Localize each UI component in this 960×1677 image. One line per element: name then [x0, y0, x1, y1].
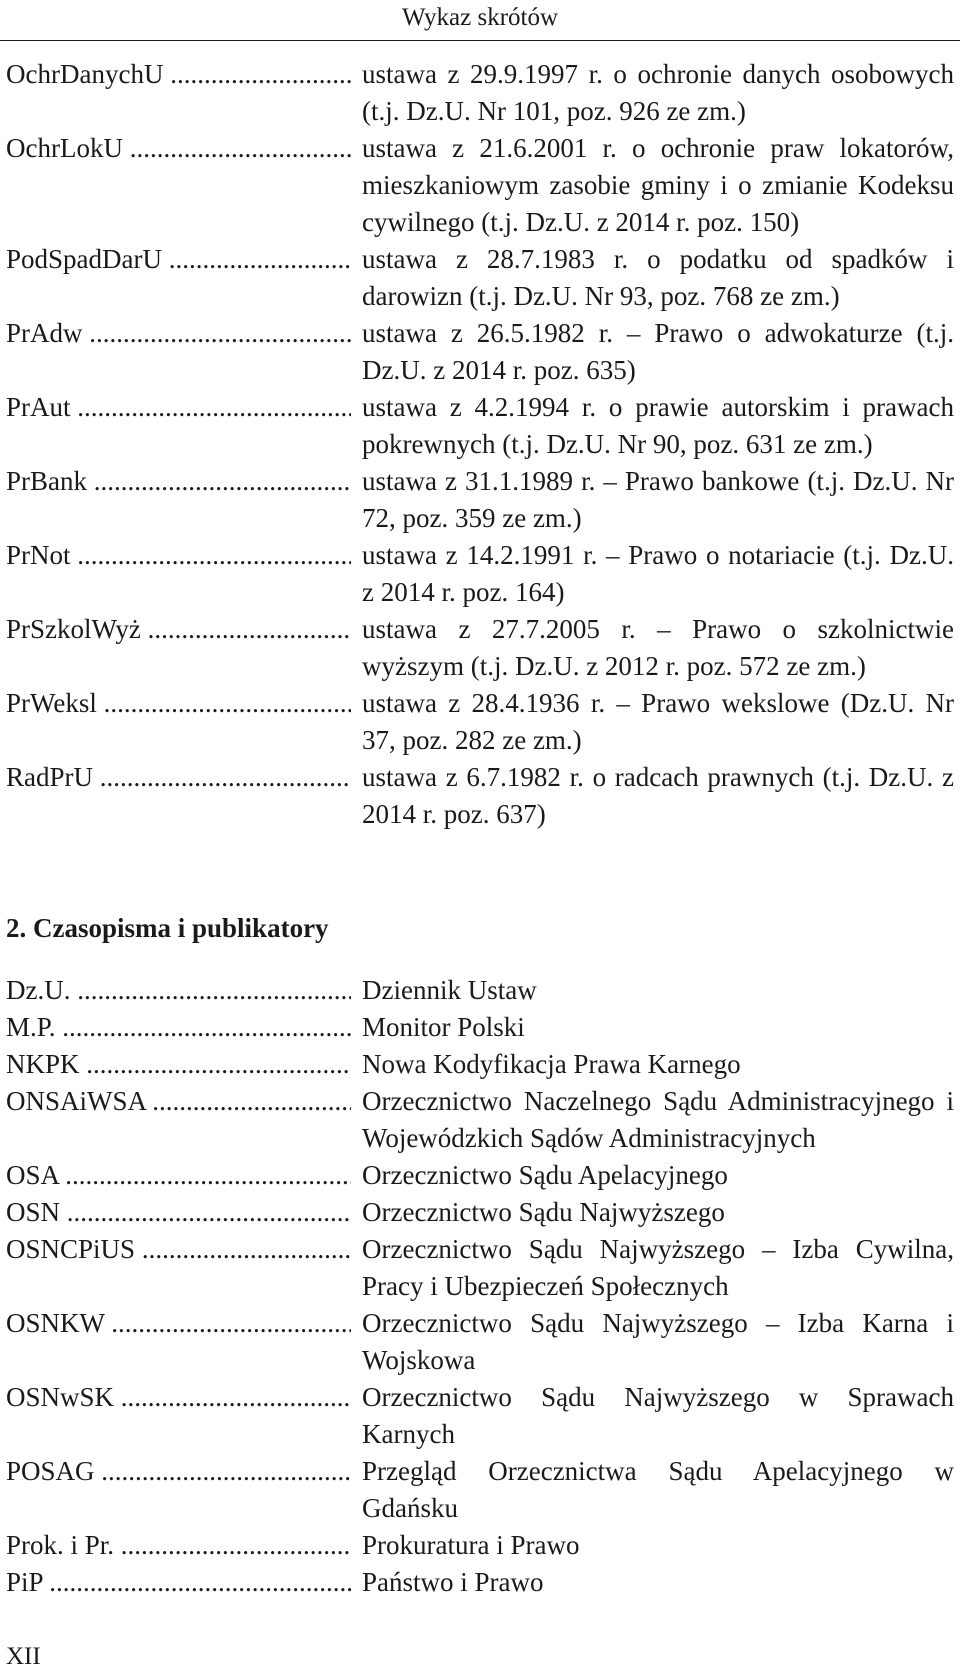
- abbreviation-term: OSNwSK .....: [6, 1379, 351, 1416]
- abbreviation-list-periodicals: [6, 972, 954, 1601]
- abbreviation-definition: Państwo i Prawo: [362, 1567, 544, 1597]
- abbreviation-term: OchrLokU .....: [6, 130, 351, 167]
- list-item: [6, 130, 954, 241]
- abbreviation-term: M.P. .....: [6, 1009, 351, 1046]
- abbreviation-list-acts: [6, 56, 954, 833]
- abbreviation-term: Dz.U. .....: [6, 972, 351, 1009]
- list-item: [6, 1231, 954, 1305]
- list-item: [6, 537, 954, 611]
- abbreviation-term: OSN .....: [6, 1194, 351, 1231]
- list-item: [6, 1194, 954, 1231]
- abbreviation-definition: Orzecznictwo Sądu Najwyższego – Izba Karna i Wojskowa: [362, 1308, 954, 1375]
- abbreviation-definition: Monitor Polski: [362, 1012, 525, 1042]
- abbreviation-definition: ustawa z 26.5.1982 r. – Prawo o adwokaturze (t.j. Dz.U. z 2014 r. poz. 635): [362, 318, 954, 385]
- abbreviation-definition: Prokuratura i Prawo: [362, 1530, 580, 1560]
- abbreviation-definition: ustawa z 6.7.1982 r. o radcach prawnych (t.j. Dz.U. z 2014 r. poz. 637): [362, 762, 954, 829]
- abbreviation-term: RadPrU .....: [6, 759, 351, 796]
- running-head: [0, 0, 960, 41]
- list-item: [6, 1046, 954, 1083]
- abbreviation-definition: ustawa z 29.9.1997 r. o ochronie danych osobowych (t.j. Dz.U. Nr 101, poz. 926 ze zm.): [362, 59, 954, 126]
- abbreviation-term: POSAG .....: [6, 1453, 351, 1490]
- abbreviation-term: Prok. i Pr. .....: [6, 1527, 351, 1564]
- abbreviation-definition: ustawa z 14.2.1991 r. – Prawo o notariacie (t.j. Dz.U. z 2014 r. poz. 164): [362, 540, 954, 607]
- list-item: [6, 315, 954, 389]
- abbreviation-definition: Orzecznictwo Sądu Najwyższego: [362, 1197, 725, 1227]
- list-item: [6, 759, 954, 833]
- abbreviation-term: NKPK .....: [6, 1046, 351, 1083]
- list-item: [6, 972, 954, 1009]
- list-item: [6, 1564, 954, 1601]
- abbreviation-term: OSNCPiUS .....: [6, 1231, 351, 1268]
- abbreviation-term: PrSzkolWyż .....: [6, 611, 351, 648]
- abbreviation-definition: Przegląd Orzecznictwa Sądu Apelacyjnego w Gdańsku: [362, 1456, 954, 1523]
- list-item: [6, 389, 954, 463]
- abbreviation-term: PrWeksl .....: [6, 685, 351, 722]
- section-heading: 2. Czasopisma i publikatory: [6, 913, 329, 943]
- abbreviation-definition: ustawa z 21.6.2001 r. o ochronie praw lokatorów, mieszkaniowym zasobie gminy i o zmianie Kodeksu cywilnego (t.j. Dz.U. z 2014 r. poz. 150): [362, 133, 954, 237]
- list-item: [6, 1453, 954, 1527]
- abbreviation-definition: ustawa z 28.4.1936 r. – Prawo wekslowe (Dz.U. Nr 37, poz. 282 ze zm.): [362, 688, 954, 755]
- abbreviation-term: ONSAiWSA .....: [6, 1083, 351, 1120]
- abbreviation-definition: ustawa z 4.2.1994 r. o prawie autorskim i prawach pokrewnych (t.j. Dz.U. Nr 90, poz. 631 ze zm.): [362, 392, 954, 459]
- abbreviation-term: PrBank .....: [6, 463, 351, 500]
- list-item: [6, 1083, 954, 1157]
- abbreviation-definition: Orzecznictwo Sądu Apelacyjnego: [362, 1160, 728, 1190]
- list-item: [6, 1305, 954, 1379]
- abbreviation-term: OSA .....: [6, 1157, 351, 1194]
- abbreviation-definition: Orzecznictwo Sądu Najwyższego – Izba Cywilna, Pracy i Ubezpieczeń Społecznych: [362, 1234, 954, 1301]
- abbreviation-term: OchrDanychU .....: [6, 56, 351, 93]
- abbreviation-term: OSNKW .....: [6, 1305, 351, 1342]
- list-item: [6, 611, 954, 685]
- list-item: [6, 241, 954, 315]
- list-item: [6, 56, 954, 130]
- abbreviation-definition: Dziennik Ustaw: [362, 975, 537, 1005]
- page-number: XII: [6, 1643, 41, 1670]
- abbreviation-definition: Orzecznictwo Sądu Najwyższego w Sprawach Karnych: [362, 1382, 954, 1449]
- running-title: Wykaz skrótów: [401, 4, 559, 31]
- abbreviation-definition: Nowa Kodyfikacja Prawa Karnego: [362, 1049, 741, 1079]
- abbreviation-term: PiP .....: [6, 1564, 351, 1601]
- list-item: [6, 463, 954, 537]
- abbreviation-term: PrAut .....: [6, 389, 351, 426]
- list-item: [6, 1379, 954, 1453]
- list-item: [6, 1157, 954, 1194]
- abbreviation-definition: ustawa z 27.7.2005 r. – Prawo o szkolnictwie wyższym (t.j. Dz.U. z 2012 r. poz. 572 ze zm.): [362, 614, 954, 681]
- abbreviation-term: PodSpadDarU .....: [6, 241, 351, 278]
- list-item: [6, 1009, 954, 1046]
- abbreviation-definition: ustawa z 28.7.1983 r. o podatku od spadków i darowizn (t.j. Dz.U. Nr 93, poz. 768 ze zm.): [362, 244, 954, 311]
- abbreviation-term: PrNot .....: [6, 537, 351, 574]
- abbreviation-definition: ustawa z 31.1.1989 r. – Prawo bankowe (t.j. Dz.U. Nr 72, poz. 359 ze zm.): [362, 466, 954, 533]
- list-item: [6, 685, 954, 759]
- abbreviation-definition: Orzecznictwo Naczelnego Sądu Administracyjnego i Wojewódzkich Sądów Administracyjnych: [362, 1086, 954, 1153]
- list-item: [6, 1527, 954, 1564]
- abbreviation-term: PrAdw .....: [6, 315, 351, 352]
